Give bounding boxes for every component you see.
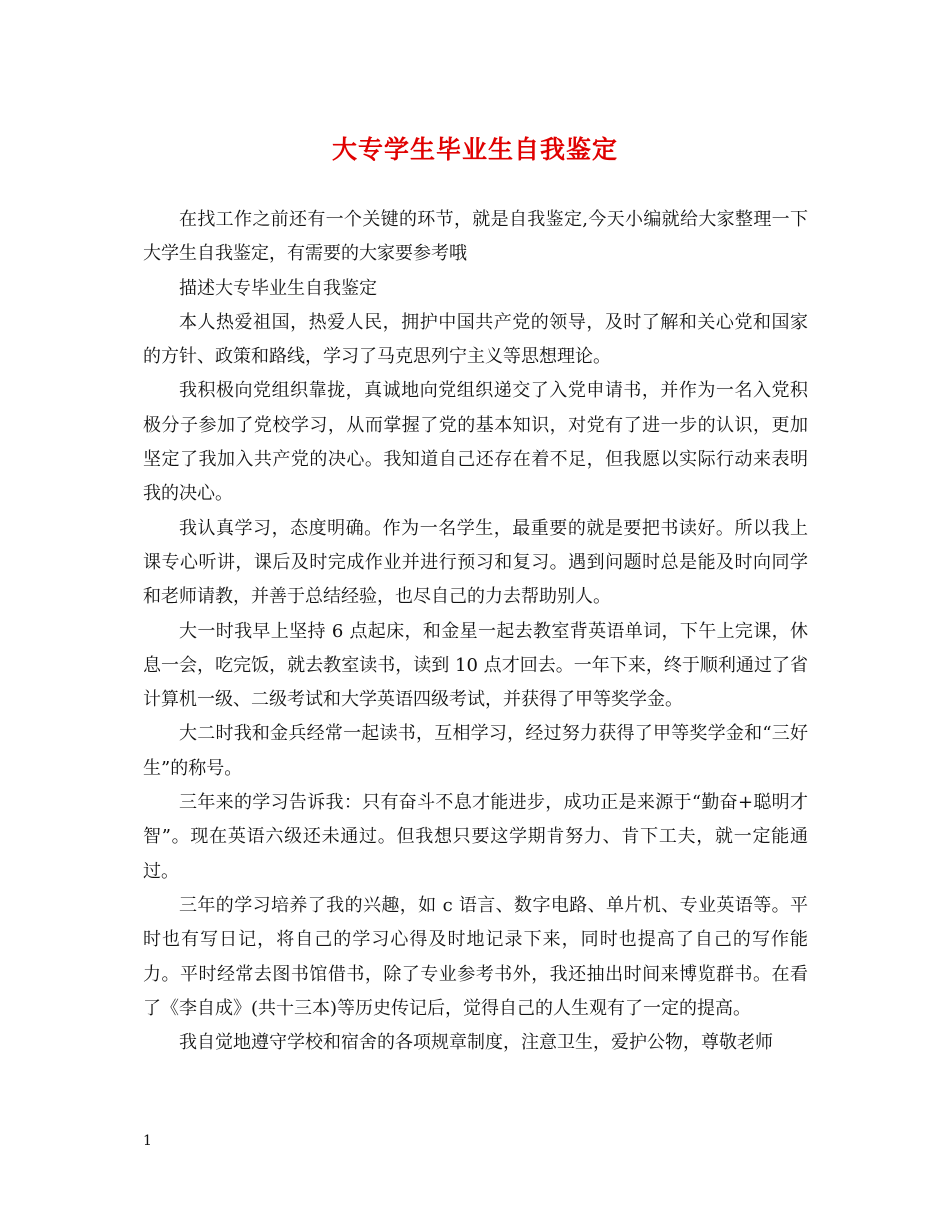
paragraph-three-years: 三年来的学习告诉我：只有奋斗不息才能进步，成功正是来源于“勤奋+聪明才智”。现在英语六级还未通过。但我想只要这学期肯努力、肯下工夫，就一定能通过。 <box>143 792 808 882</box>
paragraph-second-year: 大二时我和金兵经常一起读书，互相学习，经过努力获得了甲等奖学金和“三好生”的称号。 <box>143 723 808 779</box>
paragraph-interests: 三年的学习培养了我的兴趣，如 c 语言、数字电路、单片机、专业英语等。平时也有写日记，将自己的学习心得及时地记录下来，同时也提高了自己的写作能力。平时经常去图书馆借书，除了专业参考书外，我还抽出时间来博览群书。在看了《李自成》(共十三本)等历史传记后，觉得自己的人生观有了一定的提高。 <box>143 894 808 1019</box>
paragraph-discipline: 我自觉地遵守学校和宿舍的各项规章制度，注意卫生，爱护公物，尊敬老师 <box>179 1032 773 1054</box>
paragraph-party: 我积极向党组织靠拢，真诚地向党组织递交了入党申请书，并作为一名入党积极分子参加了党校学习，从而掌握了党的基本知识，对党有了进一步的认识，更加坚定了我加入共产党的决心。我知道自己还存在着不足，但我愿以实际行动来表明我的决心。 <box>143 380 808 505</box>
page-number: 1 <box>143 1133 152 1149</box>
document-title: 大专学生毕业生自我鉴定 <box>331 135 618 164</box>
paragraph-study-attitude: 我认真学习，态度明确。作为一名学生，最重要的就是要把书读好。所以我上课专心听讲，课后及时完成作业并进行预习和复习。遇到问题时总是能及时向同学和老师请教，并善于总结经验，也尽自己的力去帮助别人。 <box>143 517 808 608</box>
paragraph-patriotism: 本人热爱祖国，热爱人民，拥护中国共产党的领导，及时了解和关心党和国家的方针、政策和路线，学习了马克思列宁主义等思想理论。 <box>143 311 808 368</box>
paragraph-subheading: 描述大专毕业生自我鉴定 <box>179 277 377 299</box>
paragraph-intro: 在找工作之前还有一个关键的环节，就是自我鉴定,今天小编就给大家整理一下大学生自我鉴定，有需要的大家要参考哦 <box>143 209 808 265</box>
paragraph-first-year: 大一时我早上坚持 6 点起床，和金星一起去教室背英语单词，下午上完课，休息一会，吃完饭，就去教室读书，读到 10 点才回去。一年下来，终于顺利通过了省计算机一级、二级考试和大学英语四级考试，并获得了甲等奖学金。 <box>143 620 808 711</box>
document-body <box>143 203 808 1060</box>
